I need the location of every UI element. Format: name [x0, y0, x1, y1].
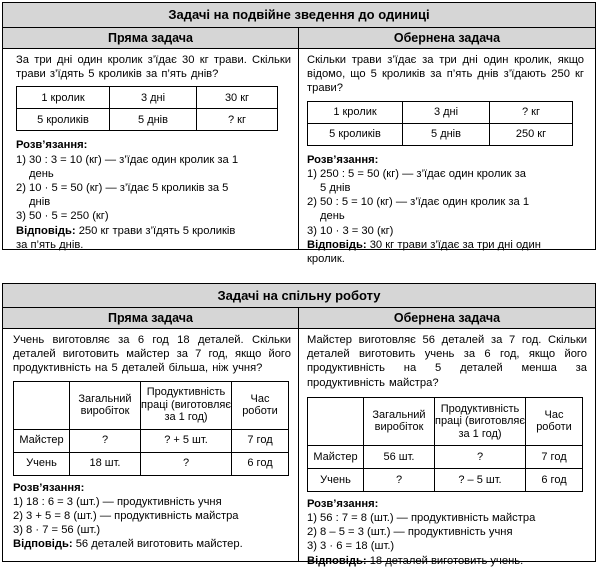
table-cell: ? кг [197, 109, 278, 131]
section-title: Задачі на подвійне зведення до одиниці [3, 3, 595, 28]
data-table [307, 101, 573, 146]
direct-task [16, 53, 291, 252]
table-cell: 56 шт. [364, 445, 435, 468]
inverse-task [307, 333, 587, 568]
table-cell: 5 днів [403, 123, 490, 145]
problem-text: Учень виготовляє за 6 год 18 деталей. Скільки деталей виготовить майстер за 7 год, якщо його продуктивність на 5 деталей більша, ніж учня? [13, 334, 291, 375]
table-header-cell [308, 397, 364, 445]
table-header-cell: Час роботи [526, 397, 583, 445]
table-cell: 3 дні [403, 101, 490, 123]
answer-continued: кролик. [307, 253, 345, 266]
solution-step: 1) 30 : 3 = 10 (кг) — з’їдає один кролик за 1 [16, 153, 239, 166]
solution-step: день [29, 167, 54, 180]
solution-step: 2) 8 – 5 = 3 (шт.) — продуктивність учня [307, 526, 513, 539]
table-row [14, 429, 289, 452]
solution-step: 1) 250 : 5 = 50 (кг) — з’їдає один кролик за [307, 167, 526, 180]
answer [13, 537, 291, 551]
table-cell: 1 кролик [17, 87, 110, 109]
table-cell: Майстер [14, 429, 70, 452]
solution-step: 2) 50 : 5 = 10 (кг) — з’їдає один кролик за 1 [307, 196, 530, 209]
table-cell: 6 год [526, 468, 583, 491]
answer [307, 238, 584, 252]
table-header-cell [14, 381, 70, 429]
problem-text: Скільки трави з’їдає за три дні один кролик, якщо відомо, що 5 кроликів за п’ять днів з’їдають 250 кг трави? [307, 54, 584, 95]
inverse-task-heading: Обернена задача [299, 308, 595, 329]
table-row [17, 109, 278, 131]
solution-step: днів [29, 196, 51, 209]
table-header-cell: Продуктивність праці (виготовляє за 1 год) [435, 397, 526, 445]
table-cell: Учень [14, 452, 70, 475]
solution-label: Розв’язання: [16, 139, 88, 152]
answer-label: Відповідь: [307, 238, 367, 251]
table-cell: ? [141, 452, 232, 475]
column-divider [298, 28, 299, 249]
answer-text: 250 кг трави з’їдять 5 кроликів [78, 224, 236, 237]
table-cell: 250 кг [490, 123, 573, 145]
table-row [308, 123, 573, 145]
table-cell: ? кг [490, 101, 573, 123]
inverse-task-heading: Обернена задача [299, 28, 595, 49]
section-title: Задачі на спільну роботу [3, 284, 595, 308]
solution-step: 1) 18 : 6 = 3 (шт.) — продуктивність учня [13, 495, 222, 508]
table-cell: 5 кроликів [308, 123, 403, 145]
solution-step: 5 днів [320, 182, 351, 195]
table-cell: 18 шт. [70, 452, 141, 475]
answer [307, 554, 587, 568]
table-cell: ? [70, 429, 141, 452]
answer-text: 18 деталей виготовить учень. [369, 554, 524, 567]
table-header-cell: Продуктивність праці (виготовляє за 1 год) [141, 381, 232, 429]
solution-step: день [320, 210, 345, 223]
solution-step: 3) 50 · 5 = 250 (кг) [16, 210, 109, 223]
answer [16, 224, 291, 238]
solution-label: Розв’язання: [307, 153, 379, 166]
solution-step: 3) 3 · 6 = 18 (шт.) [307, 540, 395, 553]
section-double-reduction [2, 2, 596, 266]
table-header-cell: Загальний виробіток [364, 397, 435, 445]
table-cell: 7 год [526, 445, 583, 468]
table-cell: 30 кг [197, 87, 278, 109]
solution-step: 2) 10 · 5 = 50 (кг) — з’їдає 5 кроликів за 5 [16, 182, 229, 195]
table-cell: 5 днів [110, 109, 197, 131]
direct-task [13, 333, 291, 552]
problem-text: За три дні один кролик з’їдає 30 кг трави. Скільки трави з’їдять 5 кроликів за п’ять днів? [16, 54, 291, 81]
solution-step: 3) 10 · 3 = 30 (кг) [307, 224, 394, 237]
table-cell: ? – 5 шт. [435, 468, 526, 491]
table-cell: 1 кролик [308, 101, 403, 123]
solution-step: 3) 8 · 7 = 56 (шт.) [13, 524, 101, 537]
answer-label: Відповідь: [307, 554, 367, 567]
table-row [308, 445, 583, 468]
table-row [17, 87, 278, 109]
table-row [308, 101, 573, 123]
direct-task-heading: Пряма задача [3, 308, 298, 329]
data-table [307, 397, 583, 492]
data-table [13, 381, 289, 476]
answer-continued: за п’ять днів. [16, 238, 84, 251]
solution-label: Розв’язання: [307, 497, 379, 510]
table-header-cell: Загальний виробіток [70, 381, 141, 429]
table-cell: ? + 5 шт. [141, 429, 232, 452]
table-cell: 5 кроликів [17, 109, 110, 131]
table-cell: 6 год [232, 452, 289, 475]
table-row [14, 452, 289, 475]
table-cell: 7 год [232, 429, 289, 452]
inverse-task [307, 53, 584, 266]
table-cell: Учень [308, 468, 364, 491]
table-cell: ? [435, 445, 526, 468]
answer-label: Відповідь: [16, 224, 76, 237]
table-cell: 3 дні [110, 87, 197, 109]
solution-label: Розв’язання: [13, 481, 85, 494]
table-row [308, 468, 583, 491]
answer-text: 56 деталей виготовить майстер. [75, 538, 243, 551]
direct-task-heading: Пряма задача [3, 28, 298, 49]
table-header-row [14, 381, 289, 429]
solution-step: 1) 56 : 7 = 8 (шт.) — продуктивність майстра [307, 512, 536, 525]
table-header-cell: Час роботи [232, 381, 289, 429]
table-cell: Майстер [308, 445, 364, 468]
table-cell: ? [364, 468, 435, 491]
problem-text: Майстер виготовляє 56 деталей за 7 год. Скільки деталей виготовить учень за 6 год, якщо його продуктивність на 5 деталей менша за продуктивність майстра? [307, 334, 587, 389]
solution-step: 2) 3 + 5 = 8 (шт.) — продуктивність майстра [13, 510, 239, 523]
section-joint-work [2, 283, 596, 567]
column-divider [298, 308, 299, 561]
answer-label: Відповідь: [13, 538, 73, 551]
data-table [16, 86, 278, 131]
table-header-row [308, 397, 583, 445]
answer-text: 30 кг трави з’їдає за три дні один [369, 238, 541, 251]
